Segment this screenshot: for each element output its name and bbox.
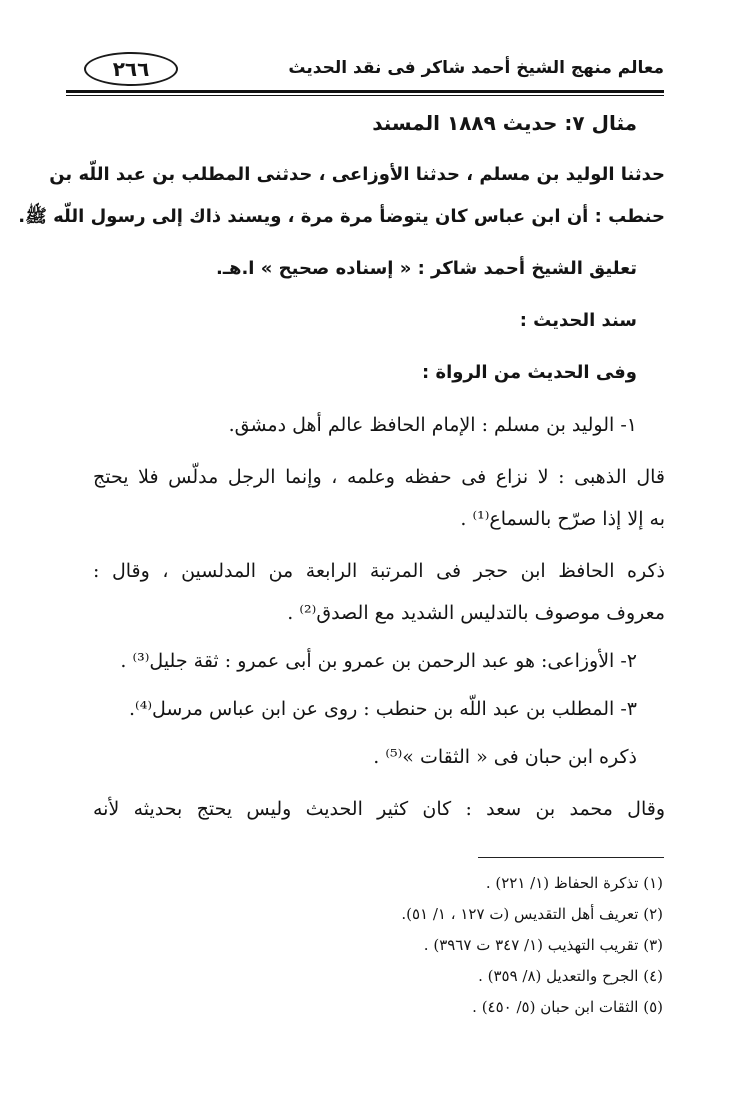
ibn-hajar-line-1: ذكره الحافظ ابن حجر فى المرتبة الرابعة من المدلسين ، وقال : — [93, 560, 665, 582]
footnote-5: (٥) الثقات ابن حبان (٥/ ٤٥٠) . — [472, 998, 663, 1016]
page-number: ٢٦٦ — [84, 52, 178, 86]
hadith-text-line-2: حنطب : أن ابن عباس كان يتوضأ مرة مرة ، ويسند ذاك إلى رسول اللّه ﷺ. — [18, 206, 665, 227]
footnote-2: (٢) تعريف أهل التقديس (ت ١٢٧ ، ١/ ٥١). — [401, 905, 663, 923]
narrator-1: ١- الوليد بن مسلم : الإمام الحافظ عالم أهل دمشق. — [228, 414, 637, 436]
narrator-3: ٣- المطلب بن عبد اللّه بن حنطب : روى عن ابن عباس مرسل⁽⁴⁾. — [129, 698, 637, 720]
ibn-saad-quote: وقال محمد بن سعد : كان كثير الحديث وليس يحتج بحديثه لأنه — [93, 798, 665, 820]
narrators-heading: وفى الحديث من الرواة : — [421, 362, 637, 383]
ibn-hajar-line-2: معروف موصوف بالتدليس الشديد مع الصدق⁽²⁾ . — [287, 602, 665, 624]
shakir-comment: تعليق الشيخ أحمد شاكر : « إسناده صحيح » ا.هـ. — [216, 258, 637, 279]
footnote-divider — [478, 857, 664, 858]
hadith-text-line-1: حدثنا الوليد بن مسلم ، حدثنا الأوزاعى ، حدثنى المطلب بن عبد اللّه بن — [49, 164, 665, 185]
header-rule-thin — [66, 95, 664, 96]
footnote-3: (٣) تقريب التهذيب (١/ ٣٤٧ ت ٣٩٦٧) . — [423, 936, 663, 954]
example-heading: مثال ٧: حديث ١٨٨٩ المسند — [372, 111, 637, 135]
dhahabi-quote-line-1: قال الذهبى : لا نزاع فى حفظه وعلمه ، وإنما الرجل مدلّس فلا يحتج — [93, 466, 665, 488]
ibn-hibban-mention: ذكره ابن حبان فى « الثقات »⁽⁵⁾ . — [373, 746, 637, 768]
footnote-1: (١) تذكرة الحفاظ (١/ ٢٢١) . — [485, 874, 663, 892]
header-rule — [66, 90, 664, 93]
footnote-4: (٤) الجرح والتعديل (٨/ ٣٥٩) . — [478, 967, 663, 985]
running-title: معالم منهج الشيخ أحمد شاكر فى نقد الحديث — [288, 58, 664, 78]
dhahabi-quote-line-2: به إلا إذا صرّح بالسماع⁽¹⁾ . — [460, 508, 665, 530]
page-header — [66, 50, 664, 96]
sanad-heading: سند الحديث : — [519, 310, 637, 331]
narrator-2: ٢- الأوزاعى: هو عبد الرحمن بن عمرو بن أبى عمرو : ثقة جليل⁽³⁾ . — [120, 650, 637, 672]
